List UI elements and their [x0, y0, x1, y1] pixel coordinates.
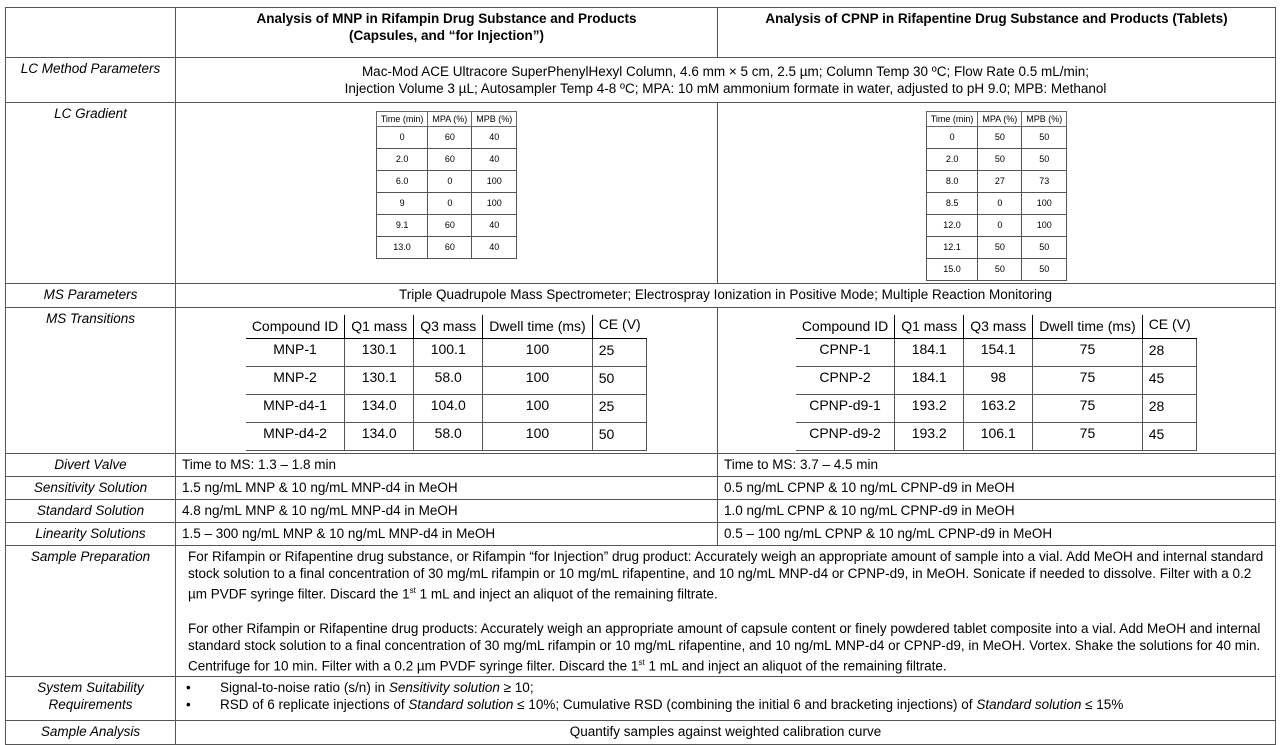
gradient-cell: 100 [1022, 215, 1067, 237]
divert-row [6, 454, 1276, 477]
transition-cell: MNP-1 [246, 339, 345, 367]
gradient-cell: 40 [472, 237, 517, 259]
gradient-row [926, 215, 1067, 237]
gradient-cell: 50 [978, 149, 1022, 171]
transition-cell: CPNP-1 [796, 339, 895, 367]
gradient-cell: 50 [1022, 149, 1067, 171]
method-table [5, 7, 1276, 745]
standard-mnp: 4.8 ng/mL MNP & 10 ng/mL MNP-d4 in MeOH [176, 500, 718, 523]
lc-gradient-label: LC Gradient [6, 103, 176, 284]
gradient-cell: 9 [376, 193, 428, 215]
transition-row [796, 423, 1197, 451]
linearity-mnp: 1.5 – 300 ng/mL MNP & 10 ng/mL MNP-d4 in MeOH [176, 523, 718, 546]
transition-cell: 50 [592, 367, 647, 395]
transition-cell: MNP-2 [246, 367, 345, 395]
transition-cell: 58.0 [414, 423, 483, 451]
gradient-cell: 60 [428, 149, 472, 171]
transition-cell: 193.2 [895, 395, 964, 423]
cpnp-gradient-table [926, 111, 1068, 281]
transition-row [246, 395, 647, 423]
gradient-row [926, 149, 1067, 171]
transition-cell: MNP-d4-2 [246, 423, 345, 451]
transition-cell: 28 [1142, 395, 1197, 423]
transition-cell: 45 [1142, 423, 1197, 451]
transition-row [246, 339, 647, 367]
gradient-row [926, 259, 1067, 281]
gradient-cell: 13.0 [376, 237, 428, 259]
standard-cpnp: 1.0 ng/mL CPNP & 10 ng/mL CPNP-d9 in MeOH [718, 500, 1276, 523]
transition-cell: 154.1 [964, 339, 1033, 367]
gradient-cell: 12.0 [926, 215, 978, 237]
suitability-bullet-2: • RSD of 6 replicate injections of Standard solution ≤ 10%; Cumulative RSD (combining the initial 6 and bracketing injections) of Standard solution ≤ 15% [186, 697, 1124, 712]
gradient-row [376, 149, 517, 171]
gradient-header-cell: MPA (%) [428, 112, 472, 127]
transition-header-cell: Dwell time (ms) [483, 315, 592, 339]
divert-cpnp: Time to MS: 3.7 – 4.5 min [718, 454, 1276, 477]
gradient-row [376, 215, 517, 237]
gradient-cell: 9.1 [376, 215, 428, 237]
gradient-cell: 60 [428, 127, 472, 149]
ms-params-label: MS Parameters [6, 284, 176, 308]
gradient-cell: 2.0 [926, 149, 978, 171]
transition-header-cell: Dwell time (ms) [1033, 315, 1142, 339]
transition-cell: 50 [592, 423, 647, 451]
transition-header-row [246, 315, 647, 339]
analysis-label: Sample Analysis [6, 721, 176, 745]
sensitivity-row [6, 477, 1276, 500]
sample-prep-label: Sample Preparation [6, 546, 176, 677]
transition-row [796, 367, 1197, 395]
transition-cell: 104.0 [414, 395, 483, 423]
lc-method-label: LC Method Parameters [6, 58, 176, 103]
transition-cell: 134.0 [345, 395, 414, 423]
transition-row [796, 395, 1197, 423]
gradient-row [376, 193, 517, 215]
gradient-cell: 15.0 [926, 259, 978, 281]
gradient-row [926, 171, 1067, 193]
transition-header-cell: Compound ID [246, 315, 345, 339]
gradient-cell: 100 [472, 171, 517, 193]
linearity-cpnp: 0.5 – 100 ng/mL CPNP & 10 ng/mL CPNP-d9 in MeOH [718, 523, 1276, 546]
header-row [6, 8, 1276, 58]
transition-row [246, 423, 647, 451]
transition-cell: 100 [483, 395, 592, 423]
mnp-gradient-table [376, 111, 518, 259]
gradient-header-cell: Time (min) [926, 112, 978, 127]
cpnp-header: Analysis of CPNP in Rifapentine Drug Substance and Products (Tablets) [718, 8, 1276, 58]
gradient-cell: 40 [472, 149, 517, 171]
ms-transitions-label: MS Transitions [6, 308, 176, 454]
gradient-cell: 6.0 [376, 171, 428, 193]
transition-cell: 163.2 [964, 395, 1033, 423]
gradient-cell: 2.0 [376, 149, 428, 171]
gradient-cell: 100 [1022, 193, 1067, 215]
analysis-value: Quantify samples against weighted calibration curve [176, 721, 1276, 745]
gradient-cell: 0 [978, 193, 1022, 215]
transition-cell: 130.1 [345, 367, 414, 395]
transition-cell: 130.1 [345, 339, 414, 367]
transition-cell: CPNP-d9-2 [796, 423, 895, 451]
mnp-transitions-cell [176, 308, 718, 454]
transition-cell: 45 [1142, 367, 1197, 395]
lc-gradient-row [6, 103, 1276, 284]
transition-cell: 106.1 [964, 423, 1033, 451]
transition-cell: CPNP-d9-1 [796, 395, 895, 423]
gradient-cell: 0 [376, 127, 428, 149]
suitability-bullet-1: • Signal-to-noise ratio (s/n) in Sensitivity solution ≥ 10; [186, 680, 534, 695]
sample-prep-para1: For Rifampin or Rifapentine drug substance, or Rifampin “for Injection” drug product: Accurately weigh an appropriate amount of sample into a vial. Add MeOH and internal standard stock solution to a final concentration of 30 mg/mL rifampin or 10 mg/mL rifapentine, and 10 ng/mL MNP-d4 or CPNP-d9, in MeOH. Sonicate if needed to dissolve. Filter with a 0.2 µm PVDF syringe filter. Discard the 1st 1 mL and inject an aliquot of the remaining filtrate. [188, 549, 1264, 602]
transition-cell: 58.0 [414, 367, 483, 395]
transition-cell: 98 [964, 367, 1033, 395]
gradient-row [376, 237, 517, 259]
suitability-bullets [176, 677, 1276, 721]
standard-row [6, 500, 1276, 523]
transition-cell: 184.1 [895, 367, 964, 395]
gradient-cell: 0 [978, 215, 1022, 237]
gradient-cell: 12.1 [926, 237, 978, 259]
sample-prep-para2: For other Rifampin or Rifapentine drug products: Accurately weigh an appropriate amount of capsule content or finely powdered tablet composite into a vial. Add MeOH and internal standard stock solution to a final concentration of 30 mg/mL rifampin or 10 mg/mL rifapentine, and 10 ng/mL MNP-d4 or CPNP-d9, in MeOH. Vortex. Shake the solutions for 40 min. Centrifuge for 10 min. Filter with a 0.2 µm PVDF syringe filter. Discard the 1st 1 mL and inject an aliquot of the remaining filtrate. [188, 620, 1261, 673]
transition-cell: 134.0 [345, 423, 414, 451]
transition-row [796, 339, 1197, 367]
gradient-cell: 8.5 [926, 193, 978, 215]
lc-method-line1: Mac-Mod ACE Ultracore SuperPhenylHexyl Column, 4.6 mm × 5 cm, 2.5 µm; Column Temp 30 ºC; Flow Rate 0.5 mL/min; [361, 64, 1090, 79]
gradient-header-row [376, 112, 517, 127]
transition-cell: 25 [592, 339, 647, 367]
analysis-row [6, 721, 1276, 745]
gradient-header-cell: MPA (%) [978, 112, 1022, 127]
transition-cell: 100 [483, 367, 592, 395]
gradient-row [926, 193, 1067, 215]
gradient-cell: 40 [472, 127, 517, 149]
gradient-cell: 0 [428, 171, 472, 193]
gradient-cell: 8.0 [926, 171, 978, 193]
mnp-header [176, 8, 718, 58]
transition-cell: 75 [1033, 339, 1142, 367]
transition-header-cell: CE (V) [592, 315, 647, 339]
gradient-cell: 100 [472, 193, 517, 215]
cpnp-transitions-table [796, 315, 1197, 451]
gradient-header-cell: MPB (%) [1022, 112, 1067, 127]
gradient-cell: 27 [978, 171, 1022, 193]
mnp-gradient-cell [176, 103, 718, 284]
ms-params-value: Triple Quadrupole Mass Spectrometer; Electrospray Ionization in Positive Mode; Multiple Reaction Monitoring [176, 284, 1276, 308]
transition-cell: 75 [1033, 423, 1142, 451]
sensitivity-cpnp: 0.5 ng/mL CPNP & 10 ng/mL CPNP-d9 in MeOH [718, 477, 1276, 500]
mnp-header-line1: Analysis of MNP in Rifampin Drug Substance and Products [256, 11, 637, 26]
standard-label: Standard Solution [6, 500, 176, 523]
transition-cell: 100 [483, 339, 592, 367]
sample-prep-text [176, 546, 1276, 677]
gradient-cell: 0 [926, 127, 978, 149]
gradient-cell: 73 [1022, 171, 1067, 193]
lc-method-line2: Injection Volume 3 µL; Autosampler Temp 4-8 ºC; MPA: 10 mM ammonium formate in water, adjusted to pH 9.0; MPB: Methanol [344, 81, 1107, 96]
gradient-cell: 0 [428, 193, 472, 215]
transition-cell: MNP-d4-1 [246, 395, 345, 423]
cpnp-transitions-cell [718, 308, 1276, 454]
transition-cell: 100.1 [414, 339, 483, 367]
gradient-cell: 60 [428, 237, 472, 259]
transition-header-cell: Q3 mass [414, 315, 483, 339]
transition-cell: 75 [1033, 395, 1142, 423]
sensitivity-mnp: 1.5 ng/mL MNP & 10 ng/mL MNP-d4 in MeOH [176, 477, 718, 500]
ms-transitions-row [6, 308, 1276, 454]
gradient-cell: 50 [1022, 259, 1067, 281]
transition-header-cell: Q3 mass [964, 315, 1033, 339]
gradient-row [926, 237, 1067, 259]
transition-header-cell: Q1 mass [895, 315, 964, 339]
transition-cell: 75 [1033, 367, 1142, 395]
suitability-row [6, 677, 1276, 721]
cpnp-gradient-cell [718, 103, 1276, 284]
gradient-row [376, 171, 517, 193]
transition-header-row [796, 315, 1197, 339]
transition-cell: 28 [1142, 339, 1197, 367]
gradient-header-cell: MPB (%) [472, 112, 517, 127]
gradient-cell: 50 [1022, 127, 1067, 149]
lc-method-row [6, 58, 1276, 103]
transition-cell: 184.1 [895, 339, 964, 367]
divert-mnp: Time to MS: 1.3 – 1.8 min [176, 454, 718, 477]
gradient-header-row [926, 112, 1067, 127]
transition-row [246, 367, 647, 395]
divert-label: Divert Valve [6, 454, 176, 477]
gradient-cell: 50 [978, 259, 1022, 281]
gradient-header-cell: Time (min) [376, 112, 428, 127]
transition-header-cell: Compound ID [796, 315, 895, 339]
transition-header-cell: Q1 mass [345, 315, 414, 339]
gradient-cell: 50 [978, 127, 1022, 149]
mnp-header-line2: (Capsules, and “for Injection”) [348, 28, 545, 43]
header-empty-cell [6, 8, 176, 58]
sample-prep-row [6, 546, 1276, 677]
transition-cell: 25 [592, 395, 647, 423]
transition-cell: CPNP-2 [796, 367, 895, 395]
gradient-cell: 50 [978, 237, 1022, 259]
sensitivity-label: Sensitivity Solution [6, 477, 176, 500]
gradient-cell: 50 [1022, 237, 1067, 259]
gradient-cell: 40 [472, 215, 517, 237]
ms-params-row [6, 284, 1276, 308]
transition-header-cell: CE (V) [1142, 315, 1197, 339]
suitability-label: System Suitability Requirements [6, 677, 176, 721]
lc-method-value [176, 58, 1276, 103]
transition-cell: 100 [483, 423, 592, 451]
mnp-transitions-table [246, 315, 647, 451]
gradient-row [926, 127, 1067, 149]
linearity-row [6, 523, 1276, 546]
gradient-cell: 60 [428, 215, 472, 237]
transition-cell: 193.2 [895, 423, 964, 451]
linearity-label: Linearity Solutions [6, 523, 176, 546]
gradient-row [376, 127, 517, 149]
